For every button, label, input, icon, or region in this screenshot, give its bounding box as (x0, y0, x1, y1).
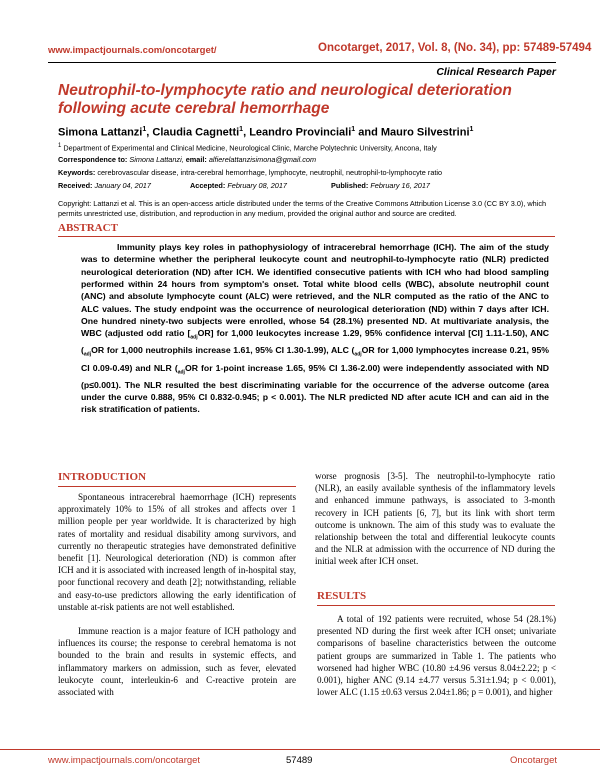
abstract-text (81, 241, 549, 416)
results-paragraph: A total of 192 patients were recruited, whose 54 (28.1%) presented ND during the first week after ICH onset; univariate comparisons of baseline characteristics between the outcome patient groups are summarized in Table 1. The patients who worsened had higher WBC (10.80 ±4.96 versus 8.04±2.22; p < 0.001), higher ANC (9.14 ±4.77 versus 5.31±1.94; p < 0.001), lower ALC (1.15 ±0.63 versus 2.04±1.86; p = 0.001), and higher (317, 614, 556, 698)
author-conjunction: and (355, 126, 381, 139)
introduction-paragraph: Immune reaction is a major feature of ICH pathology and influences its course; the response to cerebral hematoma is not bounded to the brain and results in systemic effects, and inflammatory markers on admission, such as fever, elevated leukocyte count, interleukin-6 and C-reactive protein are associated with (58, 626, 296, 698)
author-separator: , (146, 126, 153, 139)
accepted-label: Accepted: (190, 181, 226, 190)
published-date: February 16, 2017 (370, 181, 430, 190)
abstract-part: OR for 1-point increase 1.65, 95% CI 1.36-2.00) were independently associated with ND (p≤0.001). The NLR resulted the best discriminating variable for the occurrence of the adverse outcome (area under the curve 0.888, 95% CI 0.832-0.945; p < 0.001). The NLR predicted ND after acute ICH and can aid in the risk stratification of patients. (81, 362, 549, 415)
keywords (58, 168, 442, 178)
header-citation: Oncotarget, 2017, Vol. 8, (No. 34), pp: 57489-57494 (318, 42, 592, 54)
author-affiliation-marker: 1 (239, 126, 244, 133)
article-title: Neutrophil-to-lymphocyte ratio and neurological deterioration following acute cerebral hemorrhage (58, 82, 512, 117)
correspondence-name: Simona Lattanzi, (129, 155, 184, 164)
author-affiliation-marker: 1 (351, 126, 356, 133)
adj-subscript: adj (354, 352, 362, 359)
left-column (58, 491, 296, 710)
correspondence-label: Correspondence to: (58, 155, 128, 164)
adj-subscript: adj (177, 369, 185, 376)
header-journal-url[interactable]: www.impactjournals.com/oncotarget/ (48, 45, 217, 56)
adj-subscript: adj (83, 352, 92, 359)
abstract-part: OR] for 1,000 leukocytes increase 1.29, 95% confidence interval [CI] 1.11-1.50), ANC ( (81, 328, 550, 356)
introduction-divider (58, 486, 296, 487)
right-column (315, 470, 555, 580)
author-separator: , (243, 126, 250, 139)
article-type: Clinical Research Paper (436, 66, 556, 78)
abstract-part: Immunity plays key roles in pathophysiology of intracerebral hemorrhage (ICH). The aim of the study was to determine whether the peripheral leukocyte count and neutrophil-to-lymphocyte ratio (NLR) predicted neurological deterioration (ND) after ICH. We identified consecutive patients with ICH who had blood sampling performed within 24 hours from symptom's onset. Total white blood cells (WBC), absolute neutrophil count (ANC) and absolute lymphocyte count (ALC) were retrieved, and the NLR computed as the ratio of the ANC to ALC values. The study endpoint was the occurrence of neurological deterioration (ND) within 7 days after ICH. One hundred ninety-two subjects were enrolled, whose 54 (28.1%) presented ND. At multivariate analysis, the WBC (adjusted odd ratio [ (81, 242, 549, 339)
copyright-notice: Copyright: Lattanzi et al. This is an open-access article distributed under the terms of the Creative Commons Attribution License 3.0 (CC BY 3.0), which permits unrestricted use, distribution, and reproduction in any medium, provided the original author and source are credited. (58, 199, 547, 218)
results-column (317, 613, 556, 710)
correspondence-email[interactable]: alfierelattanzisimona@gmail.com (208, 155, 317, 164)
affiliation (58, 141, 437, 153)
introduction-heading: INTRODUCTION (58, 471, 147, 483)
footer-divider (0, 749, 600, 750)
results-divider (317, 605, 555, 606)
keywords-label: Keywords: (58, 168, 96, 177)
affiliation-marker: 1 (58, 143, 62, 149)
author-name: Simona Lattanzi (58, 126, 143, 139)
introduction-paragraph: Spontaneous intracerebral haemorrhage (ICH) represents approximately 10% to 15% of all strokes and affects over 1 million people per year worldwide. It is characterized by high rates of mortality and residual disability among survivors, and currently no therapeutic strategies have demonstrated definitive benefit [1]. Neurological deterioration (ND) is common after ICH and it is associated with increased length of in-hospital stay, poor functional recovery and death [2]; notwithstanding, reliable and easy-to-use predictors allowing the early identification of unstable at-risk patients are not well established. (58, 492, 296, 612)
accepted-date: February 08, 2017 (227, 181, 287, 190)
email-label: email: (185, 155, 207, 164)
received-label: Received: (58, 181, 93, 190)
abstract-divider (58, 236, 555, 237)
introduction-paragraph: worse prognosis [3-5]. The neutrophil-to-lymphocyte ratio (NLR), an easily available synthesis of the inflammatory levels and enhanced immune pathways, is associated to 3-month recovery in ICH patients [6, 7], but its link with short term outcome is unknown. The aim of this study was to evaluate the relationship between the total and differential leukocyte counts and the NLR at admission with the occurrence of ND during the initial week after ICH onset. (315, 471, 555, 567)
abstract-part: OR for 1,000 neutrophils increase 1.61, 95% CI 1.30-1.99), ALC ( (91, 345, 355, 356)
received-date: January 04, 2017 (94, 181, 151, 190)
author-name: Leandro Provinciali (249, 126, 352, 139)
published-label: Published: (331, 181, 369, 190)
correspondence (58, 155, 316, 165)
page-number: 57489 (286, 755, 313, 766)
adj-subscript: adj (190, 335, 198, 342)
author-affiliation-marker: 1 (469, 126, 474, 133)
header-divider (48, 62, 556, 63)
author-name: Claudia Cagnetti (152, 126, 240, 139)
abstract-part: OR for 1,000 lymphocytes increase 0.21, 95% CI 0.09-0.49) and NLR ( (81, 345, 549, 373)
results-heading: RESULTS (317, 590, 367, 602)
author-list (58, 126, 473, 139)
abstract-heading: ABSTRACT (58, 222, 118, 234)
author-affiliation-marker: 1 (142, 126, 147, 133)
affiliation-text: Department of Experimental and Clinical Medicine, Neurological Clinic, Marche Polytechnic University, Ancona, Italy (63, 143, 437, 153)
footer-journal-url[interactable]: www.impactjournals.com/oncotarget (48, 755, 201, 766)
footer-journal-name: Oncotarget (510, 755, 557, 766)
author-name: Mauro Silvestrini (380, 126, 470, 139)
keywords-text: cerebrovascular disease, intra-cerebral hemorrhage, lymphocyte, neutrophil, neutrophil-to-lymphocyte ratio (97, 168, 443, 177)
